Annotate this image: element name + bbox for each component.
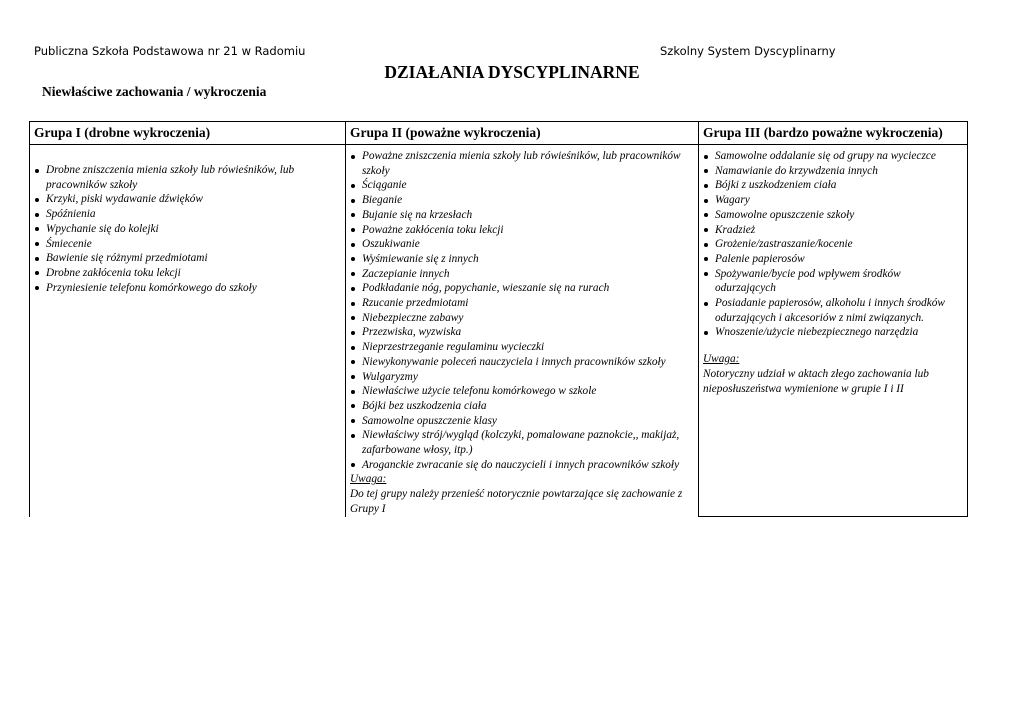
page-subtitle: Niewłaściwe zachowania / wykroczenia	[42, 84, 267, 99]
group-3-list	[703, 149, 963, 340]
list-item: Oszukiwanie	[350, 237, 694, 252]
school-name: Publiczna Szkoła Podstawowa nr 21 w Radomiu	[34, 44, 306, 58]
list-item: Bójki bez uszkodzenia ciała	[350, 399, 694, 414]
group-2-heading: Grupa II (poważne wykroczenia)	[346, 122, 699, 145]
list-item: Poważne zakłócenia toku lekcji	[350, 223, 694, 238]
list-item: Wpychanie się do kolejki	[34, 222, 341, 237]
list-item: Śmiecenie	[34, 237, 341, 252]
page-title: DZIAŁANIA DYSCYPLINARNE	[384, 62, 640, 82]
list-item: Niebezpieczne zabawy	[350, 311, 694, 326]
list-item: Aroganckie zwracanie się do nauczycieli i innych pracowników szkoły	[350, 458, 694, 473]
list-item: Drobne zniszczenia mienia szkoły lub rówieśników, lub pracowników szkoły	[34, 163, 341, 192]
list-item: Posiadanie papierosów, alkoholu i innych środków odurzających i akcesoriów z nimi związanych.	[703, 296, 963, 325]
list-item: Rzucanie przedmiotami	[350, 296, 694, 311]
list-item: Podkładanie nóg, popychanie, wieszanie się na rurach	[350, 281, 694, 296]
group-2-cell	[346, 145, 699, 517]
list-item: Namawianie do krzywdzenia innych	[703, 164, 963, 179]
group-3-heading: Grupa III (bardzo poważne wykroczenia)	[699, 122, 968, 145]
list-item: Poważne zniszczenia mienia szkoły lub rówieśników, lub pracowników szkoły	[350, 149, 694, 178]
spacer	[703, 340, 963, 352]
list-item: Bójki z uszkodzeniem ciała	[703, 178, 963, 193]
group-2-note-text: Do tej grupy należy przenieść notorycznie powtarzające się zachowanie z Grupy I	[350, 488, 683, 515]
list-item: Grożenie/zastraszanie/kocenie	[703, 237, 963, 252]
group-3-note-text: Notoryczny udział w aktach złego zachowania lub nieposłuszeństwa wymienione w grupie I i II	[703, 367, 929, 395]
list-item: Bujanie się na krzesłach	[350, 208, 694, 223]
group-1-list	[34, 163, 341, 295]
list-item: Przezwiska, wyzwiska	[350, 325, 694, 340]
list-item: Kradzież	[703, 223, 963, 238]
list-item: Bawienie się różnymi przedmiotami	[34, 251, 341, 266]
list-item: Krzyki, piski wydawanie dźwięków	[34, 192, 341, 207]
offenses-table	[29, 121, 968, 517]
list-item: Wagary	[703, 193, 963, 208]
group-2-list	[350, 149, 694, 472]
list-item: Drobne zakłócenia toku lekcji	[34, 266, 341, 281]
list-item: Ściąganie	[350, 178, 694, 193]
list-item: Bieganie	[350, 193, 694, 208]
list-item: Nieprzestrzeganie regulaminu wycieczki	[350, 340, 694, 355]
list-item: Spożywanie/bycie pod wpływem środków odurzających	[703, 267, 963, 296]
group-3-note-label: Uwaga:	[703, 353, 740, 366]
list-item: Palenie papierosów	[703, 252, 963, 267]
group-2-note-label: Uwaga:	[350, 473, 387, 486]
list-item: Niewłaściwe użycie telefonu komórkowego w szkole	[350, 384, 694, 399]
list-item: Niewłaściwy strój/wygląd (kolczyki, pomalowane paznokcie,, makijaż, zafarbowane włosy, itp.)	[350, 428, 694, 457]
list-item: Wnoszenie/użycie niebezpiecznego narzędzia	[703, 325, 963, 340]
list-item: Samowolne opuszczenie klasy	[350, 414, 694, 429]
group-1-cell	[30, 145, 346, 517]
list-item: Zaczepianie innych	[350, 267, 694, 282]
group-3-cell	[699, 145, 968, 517]
list-item: Wyśmiewanie się z innych	[350, 252, 694, 267]
list-item: Wulgaryzmy	[350, 370, 694, 385]
group-1-heading: Grupa I (drobne wykroczenia)	[30, 122, 346, 145]
list-item: Samowolne oddalanie się od grupy na wycieczce	[703, 149, 963, 164]
list-item: Niewykonywanie poleceń nauczyciela i innych pracowników szkoły	[350, 355, 694, 370]
list-item: Samowolne opuszczenie szkoły	[703, 208, 963, 223]
system-name: Szkolny System Dyscyplinarny	[660, 44, 836, 58]
list-item: Spóźnienia	[34, 207, 341, 222]
list-item: Przyniesienie telefonu komórkowego do szkoły	[34, 281, 341, 296]
